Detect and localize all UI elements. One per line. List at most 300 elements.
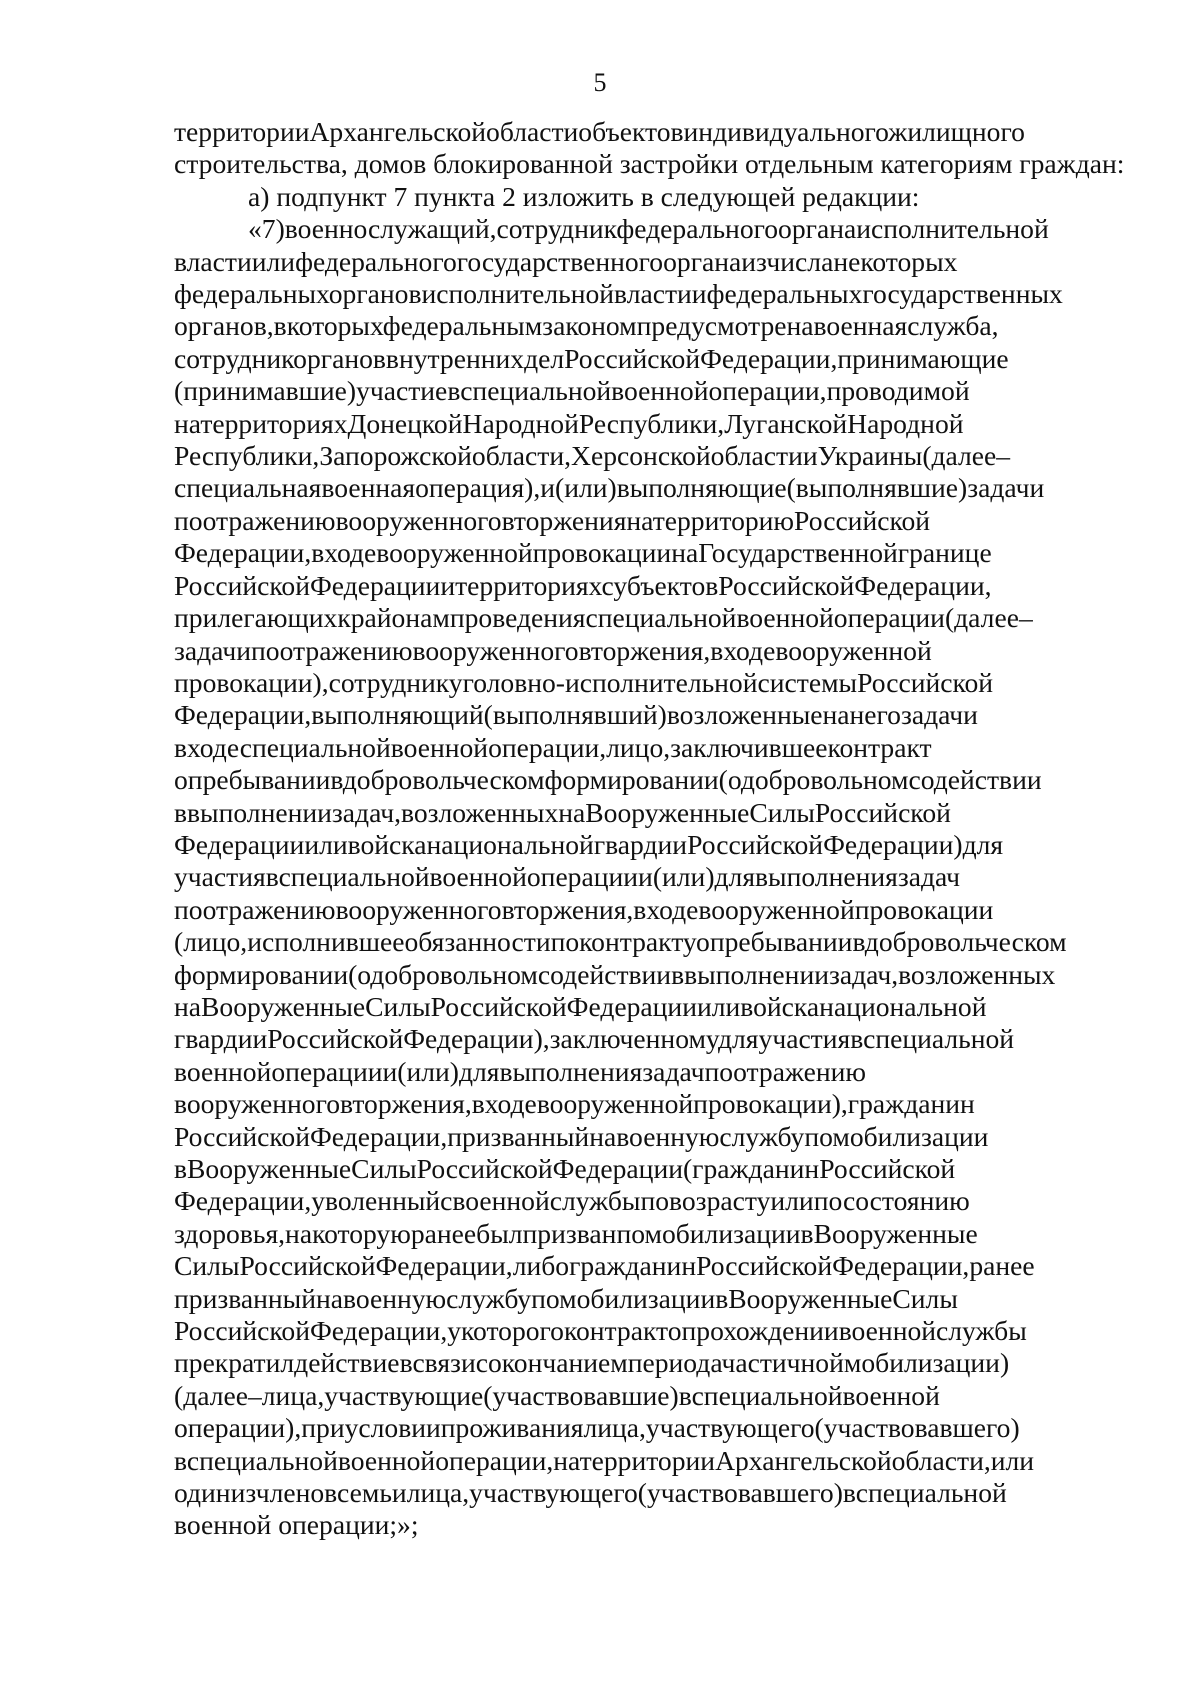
word: которых — [286, 310, 383, 342]
word: Федерации — [310, 569, 441, 601]
word: федеральных — [706, 278, 863, 310]
word: в — [174, 1444, 187, 1476]
word: объектов — [578, 116, 684, 147]
word: военной — [736, 602, 834, 634]
text-line — [174, 1380, 1126, 1412]
word: государственных — [862, 278, 1063, 310]
word: обязанности — [404, 926, 551, 958]
word: вооруженного — [335, 504, 502, 536]
text-line — [174, 310, 1126, 342]
word: Луганской — [724, 407, 848, 439]
word: в — [800, 1217, 814, 1249]
word: вооруженного — [335, 893, 502, 925]
word: о — [667, 1315, 682, 1347]
word: провокации — [854, 893, 994, 925]
word: провокации), — [693, 1088, 848, 1120]
word: Архангельской — [715, 1444, 892, 1476]
text-line — [174, 1250, 1126, 1282]
word: в — [273, 310, 287, 342]
text-line — [174, 667, 1126, 699]
word: на — [822, 699, 850, 731]
word: (далее — [944, 602, 1019, 634]
word: сотрудник — [328, 666, 449, 698]
word: на — [558, 796, 586, 828]
word: из — [230, 1477, 256, 1509]
word: Херсонской — [571, 440, 711, 472]
word: военной — [452, 1185, 550, 1217]
word: по — [640, 1185, 670, 1217]
word: службу — [719, 1120, 805, 1152]
word: к — [337, 602, 351, 634]
word: формировании — [174, 958, 349, 990]
word: Федерации, — [174, 1185, 312, 1217]
word: Государственной — [698, 537, 898, 569]
word: Федерации, — [310, 1315, 448, 1347]
text-line — [174, 440, 1126, 472]
word: прилегающих — [174, 602, 338, 634]
word: (принимавшие) — [174, 375, 357, 407]
word: (выполнявший) — [483, 699, 667, 731]
document-body — [174, 116, 1126, 1542]
text-line — [174, 1412, 1126, 1444]
word: возрасту — [669, 1185, 771, 1217]
word: (участвовавшего) — [637, 1477, 843, 1509]
word: дел — [524, 342, 565, 374]
word: Федерации, — [854, 569, 992, 601]
word: Федерации — [552, 1153, 683, 1184]
word: специальной — [278, 861, 430, 893]
word: в — [852, 926, 865, 958]
word: сотрудник — [496, 213, 617, 245]
word: в — [330, 764, 343, 796]
word: уголовно-исполнительной — [448, 666, 758, 698]
word: Республики, — [174, 440, 320, 472]
word: контракт — [827, 731, 932, 763]
word: ходе — [646, 893, 699, 925]
word: специальной — [460, 375, 612, 407]
word: лица, — [261, 1379, 325, 1411]
text-line — [174, 278, 1126, 310]
word: вторжения, — [578, 634, 711, 666]
word: национальной — [426, 828, 594, 860]
word: предусмотрена — [636, 310, 814, 342]
word: в — [710, 634, 724, 666]
word: в — [671, 958, 685, 990]
word: Федерации — [566, 990, 697, 1022]
text-line: а) подпункт 7 пункта 2 изложить в следующей редакции: — [248, 180, 920, 212]
text-line — [174, 959, 1126, 991]
word: при — [301, 1412, 345, 1444]
word: действие — [294, 1347, 400, 1379]
word: власти — [614, 278, 692, 310]
word: проведения — [449, 602, 586, 634]
word: отражению — [279, 634, 413, 666]
word: Российской — [857, 666, 994, 698]
word: частичной — [721, 1347, 844, 1379]
word: (или) — [397, 1055, 459, 1087]
word: субъектов — [601, 569, 719, 601]
word: содействии — [908, 764, 1042, 796]
word: мобилизации — [559, 1282, 716, 1314]
word: в — [174, 731, 188, 763]
word: Вооруженные — [201, 990, 366, 1022]
word: гвардии — [174, 1023, 268, 1055]
text-line — [174, 375, 1126, 407]
word: специальной — [239, 731, 391, 763]
word: индивидуального — [683, 116, 889, 147]
word: участвующего — [645, 1412, 815, 1444]
word: Российской — [416, 1153, 553, 1184]
word: заключенному — [549, 1023, 718, 1055]
word: операции, — [488, 731, 607, 763]
word: специальной — [691, 1379, 843, 1411]
word: для — [458, 1055, 500, 1087]
word: или — [304, 828, 348, 860]
word: в — [174, 796, 188, 828]
word: (выполнявшие) — [786, 472, 968, 504]
word: участия — [174, 861, 266, 893]
word: Российской — [174, 1120, 310, 1152]
word: Российской — [718, 569, 855, 601]
word: (о — [718, 764, 741, 796]
word: (или) — [555, 472, 617, 504]
text-line — [174, 1153, 1126, 1185]
word: окончанием — [487, 1347, 628, 1379]
word: Российской — [430, 990, 567, 1022]
word: периода — [627, 1347, 722, 1379]
word: или — [251, 245, 296, 277]
text-line — [174, 926, 1126, 958]
word: о — [696, 926, 710, 958]
word: и — [382, 1055, 398, 1087]
word: выполнения — [755, 861, 898, 893]
word: операция), — [415, 472, 541, 504]
word: здоровья, — [174, 1217, 286, 1249]
word: ранее — [410, 1217, 477, 1249]
word: задач — [642, 1055, 705, 1087]
text-line — [174, 732, 1126, 764]
word: проводимой — [826, 375, 970, 407]
word: выполнении — [684, 958, 829, 990]
text-line — [174, 1023, 1126, 1055]
text-line — [174, 505, 1126, 537]
word: добровольном — [740, 764, 909, 796]
word: вооруженного — [174, 1088, 341, 1120]
word: специальной — [186, 1444, 338, 1476]
word: Вооруженные — [585, 796, 750, 828]
word: задачи — [967, 472, 1045, 504]
word: операции), — [174, 1412, 302, 1444]
word: (или) — [652, 861, 715, 893]
word: области — [710, 440, 803, 472]
word: органов, — [174, 310, 274, 342]
word: задачи — [900, 699, 978, 731]
word: специальная — [174, 472, 322, 504]
word: по — [531, 1282, 560, 1314]
word: военной — [842, 1379, 940, 1411]
word: участвующие — [324, 1379, 484, 1411]
word: в — [311, 537, 325, 569]
word: в — [633, 893, 647, 925]
word: Вооруженные — [813, 1217, 978, 1249]
word: национальной — [819, 990, 987, 1022]
word: либо — [512, 1250, 570, 1282]
word: Российской — [794, 504, 931, 536]
word: Силы — [749, 796, 815, 828]
word: военная — [321, 472, 416, 504]
word: на — [285, 1217, 313, 1249]
word: специальной — [855, 1477, 1007, 1509]
text-line — [174, 991, 1126, 1023]
word: военная — [813, 310, 908, 342]
word: Силы — [365, 990, 431, 1022]
text-line — [174, 472, 1126, 504]
word: семьи — [337, 1477, 407, 1509]
word: участие — [356, 375, 448, 407]
word: внутренних — [385, 342, 525, 374]
word: Российской — [174, 1315, 310, 1347]
word: или — [770, 1185, 814, 1217]
word: мобилизации — [644, 1217, 801, 1249]
word: участия — [758, 1023, 851, 1055]
word: жилищного — [888, 116, 1025, 147]
text-line — [174, 764, 1126, 796]
word: Федерации, — [832, 1250, 970, 1282]
text-line — [174, 1283, 1126, 1315]
word: и — [638, 861, 653, 893]
word: состоянию — [842, 1185, 970, 1217]
word: в — [174, 1153, 188, 1184]
word: – — [1018, 602, 1033, 634]
word: (далее — [174, 1379, 248, 1411]
word: сотрудник — [174, 342, 294, 374]
word: участвующего — [469, 1477, 638, 1509]
word: органов — [328, 278, 422, 310]
word: по — [704, 1055, 734, 1087]
word: Силы — [892, 1282, 958, 1314]
word: на — [315, 1282, 343, 1314]
word: «7) — [248, 213, 285, 245]
text-line — [174, 1056, 1126, 1088]
word: для — [718, 1023, 759, 1055]
word: области — [486, 116, 579, 147]
word: службы — [549, 1185, 641, 1217]
word: по — [174, 893, 203, 925]
text-line — [174, 1477, 1126, 1509]
word: лица, — [406, 1477, 470, 1509]
word: был — [476, 1217, 523, 1249]
text-line — [174, 861, 1126, 893]
word: гражданин — [569, 1250, 697, 1282]
text-line — [174, 797, 1126, 829]
word: военной — [429, 861, 527, 893]
word: Российской — [696, 1250, 833, 1282]
word: вооруженной — [536, 1088, 694, 1120]
word: Федерации, — [310, 1120, 448, 1152]
text-line — [174, 894, 1126, 926]
word: Запорожской — [319, 440, 472, 472]
word: на — [553, 1444, 580, 1476]
word: территорию — [652, 504, 795, 536]
word: ходе — [484, 1088, 537, 1120]
word: Федерации) — [823, 828, 963, 860]
word: Федерации, — [700, 342, 838, 374]
word: районам — [350, 602, 450, 634]
word: в — [447, 375, 461, 407]
word: заключившее — [670, 731, 828, 763]
word: войска — [740, 990, 820, 1022]
word: службы — [936, 1315, 1027, 1347]
word: выполняющий — [311, 699, 484, 731]
word: на — [174, 990, 202, 1022]
word: для — [962, 828, 1004, 860]
word: вооруженной — [376, 537, 533, 569]
word: вооруженной — [775, 634, 932, 666]
word: операции — [526, 861, 639, 893]
word: военной — [838, 1315, 937, 1347]
word: вооруженной — [698, 893, 855, 925]
page-number: 5 — [593, 68, 607, 97]
word: с — [440, 1185, 453, 1217]
word: Российской — [174, 569, 310, 601]
word: операции, — [435, 1444, 554, 1476]
word: добровольческом — [864, 926, 1067, 958]
word: (гражданин — [682, 1153, 820, 1184]
word: военной — [174, 1055, 272, 1087]
word: Вооруженные — [728, 1282, 893, 1314]
word: органа — [663, 245, 742, 277]
word: задачи — [174, 634, 251, 666]
word: для — [714, 861, 756, 893]
word: войска — [347, 828, 427, 860]
text-line — [174, 1347, 1126, 1379]
word: пребывании — [709, 926, 853, 958]
word: государственного — [456, 245, 664, 277]
word: операции — [833, 602, 945, 634]
word: ходе — [187, 731, 240, 763]
word: по — [550, 926, 580, 958]
text-line — [174, 829, 1126, 861]
text-line — [174, 537, 1126, 569]
word: службу — [446, 1282, 532, 1314]
text-line — [174, 213, 1126, 245]
word: добровольческом — [342, 764, 545, 796]
word: органов — [293, 342, 386, 374]
word: Силы — [351, 1153, 417, 1184]
word: уволенный — [311, 1185, 441, 1217]
word: области, — [891, 1444, 991, 1476]
word: исполнительной — [856, 213, 1049, 245]
word: связи — [412, 1347, 476, 1379]
word: федеральных — [174, 278, 329, 310]
word: (лицо, — [174, 926, 248, 958]
word: территориях — [455, 569, 602, 601]
word: федеральным — [382, 310, 543, 342]
word: по — [250, 634, 280, 666]
text-line — [174, 635, 1126, 667]
word: контракт — [563, 1315, 668, 1347]
word: задач — [897, 861, 961, 893]
word: Народной — [462, 407, 579, 439]
word: условии — [344, 1412, 441, 1444]
word: которую — [312, 1217, 411, 1249]
word: власти — [174, 245, 252, 277]
word: отражению — [202, 893, 336, 925]
word: о — [174, 764, 188, 796]
word: которого — [461, 1315, 564, 1347]
word: лицо, — [606, 731, 671, 763]
word: Федерации — [174, 828, 305, 860]
word: задач, — [828, 958, 899, 990]
word: мобилизации) — [843, 1347, 1010, 1379]
word: членов — [255, 1477, 338, 1509]
word: в — [715, 1282, 729, 1314]
text-line — [174, 1121, 1126, 1153]
word: территории — [174, 116, 310, 147]
word: Архангельской — [309, 116, 487, 147]
text-line — [174, 1218, 1126, 1250]
text-line — [174, 1315, 1126, 1347]
text-line: строительства, домов блокированной застройки отдельным категориям граждан: — [174, 148, 1125, 180]
word: и — [440, 569, 456, 601]
text-line — [174, 1088, 1126, 1120]
text-line: военной операции;»; — [174, 1509, 419, 1541]
word: законом — [542, 310, 637, 342]
word: Республики, — [578, 407, 725, 439]
word: (о — [348, 958, 371, 990]
word: в — [399, 1347, 413, 1379]
word: отражению — [202, 504, 336, 536]
word: ходе — [723, 634, 776, 666]
word: территории — [579, 1444, 716, 1476]
word: по — [813, 1185, 843, 1217]
word: Российской — [267, 1023, 404, 1055]
word: в — [471, 1088, 485, 1120]
text-line — [174, 343, 1126, 375]
word: контракту — [579, 926, 697, 958]
word: мобилизации — [832, 1120, 989, 1152]
word: Донецкой — [347, 407, 463, 439]
text-line — [174, 116, 1126, 148]
word: проживания — [440, 1412, 584, 1444]
word: Вооруженные — [187, 1153, 352, 1184]
word: или — [696, 990, 741, 1022]
word: органа — [778, 213, 857, 245]
word: призванный — [174, 1282, 316, 1314]
word: военную — [616, 1120, 720, 1152]
text-line — [174, 699, 1126, 731]
word: задач, — [331, 796, 401, 828]
word: (участвовавшие) — [483, 1379, 679, 1411]
text-line — [174, 1445, 1126, 1477]
word: Российской — [687, 828, 824, 860]
word: на — [671, 537, 699, 569]
word: содействии — [537, 958, 672, 990]
word: исполнительной — [421, 278, 615, 310]
word: военной — [390, 731, 489, 763]
word: Силы — [174, 1250, 240, 1282]
word: призван — [522, 1217, 617, 1249]
text-line — [174, 602, 1126, 634]
word: него — [849, 699, 901, 731]
word: провокации — [532, 537, 672, 569]
word: системы — [757, 666, 858, 698]
word: исполнившее — [247, 926, 405, 958]
word: Народной — [847, 407, 964, 439]
word: области, — [471, 440, 572, 472]
word: гвардии — [593, 828, 688, 860]
text-line — [174, 570, 1126, 602]
